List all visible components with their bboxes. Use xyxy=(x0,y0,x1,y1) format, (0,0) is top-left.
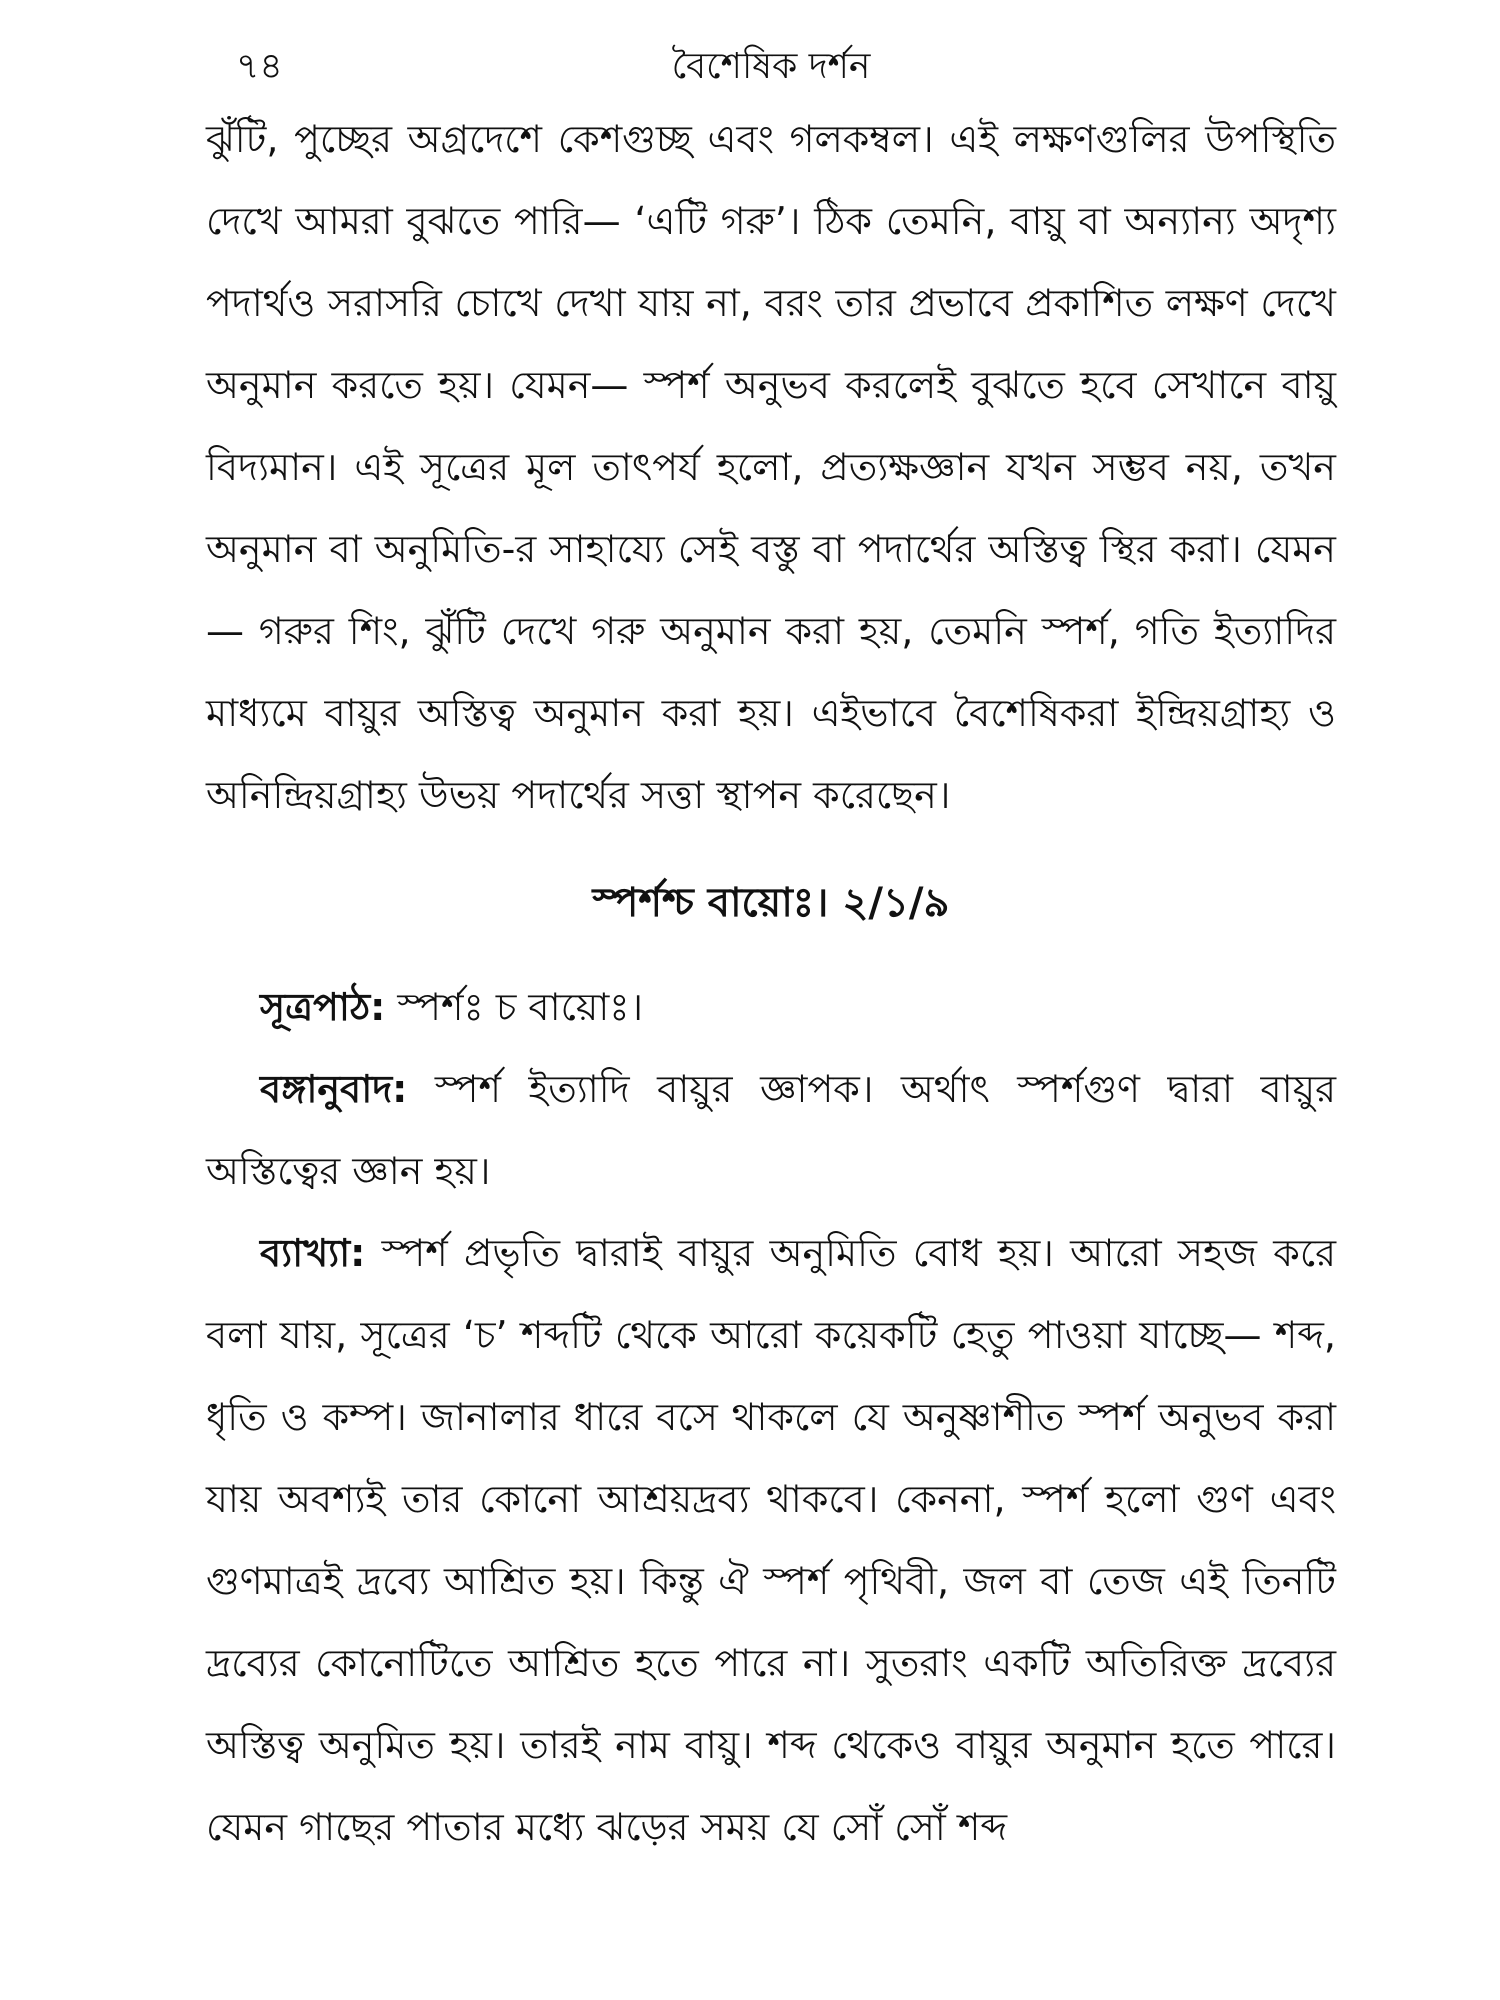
book-page xyxy=(206,36,1336,1976)
page-header xyxy=(206,36,1336,98)
sutra-heading: স্পর্শশ্চ বায়োঃ। ২/১/৯ xyxy=(592,880,950,926)
translation-paragraph xyxy=(206,1048,1336,1212)
explanation-label: ব্যাখ্যা: xyxy=(260,1231,366,1275)
page-number: ৭৪ xyxy=(236,46,283,87)
running-title: বৈশেষিক দর্শন xyxy=(671,46,871,87)
explanation-paragraph xyxy=(206,1212,1336,1868)
sutrapath-text: স্পর্শঃ চ বায়োঃ। xyxy=(385,985,644,1029)
sutrapath-paragraph xyxy=(206,966,1336,1048)
sutrapath-label: সূত্রপাঠ: xyxy=(260,985,386,1029)
intro-paragraph: ঝুঁটি, পুচ্ছের অগ্রদেশে কেশগুচ্ছ এবং গলকম্বল। এই লক্ষণগুলির উপস্থিতি দেখে আমরা বুঝতে পারি— ‘এটি গরু’। ঠিক তেমনি, বায়ু বা অন্যান্য অদৃশ্য পদার্থও সরাসরি চোখে দেখা যায় না, বরং তার প্রভাবে প্রকাশিত লক্ষণ দেখে অনুমান করতে হয়। যেমন— স্পর্শ অনুভব করলেই বুঝতে হবে সেখানে বায়ু বিদ্যমান। এই সূত্রের মূল তাৎপর্য হলো, প্রত্যক্ষজ্ঞান যখন সম্ভব নয়, তখন অনুমান বা অনুমিতি-র সাহায্যে সেই বস্তু বা পদার্থের অস্তিত্ব স্থির করা। যেমন— গরুর শিং, ঝুঁটি দেখে গরু অনুমান করা হয়, তেমনি স্পর্শ, গতি ইত্যাদির মাধ্যমে বায়ুর অস্তিত্ব অনুমান করা হয়। এইভাবে বৈশেষিকরা ইন্দ্রিয়গ্রাহ্য ও অনিন্দ্রিয়গ্রাহ্য উভয় পদার্থের সত্তা স্থাপন করেছেন। xyxy=(206,117,1336,817)
translation-text: স্পর্শ ইত্যাদি বায়ুর জ্ঞাপক। অর্থাৎ স্পর্শগুণ দ্বারা বায়ুর অস্তিত্বের জ্ঞান হয়। xyxy=(206,1067,1336,1193)
translation-label: বঙ্গানুবাদ: xyxy=(260,1067,408,1111)
explanation-text: স্পর্শ প্রভৃতি দ্বারাই বায়ুর অনুমিতি বোধ হয়। আরো সহজ করে বলা যায়, সূত্রের ‘চ’ শব্দটি থেকে আরো কয়েকটি হেতু পাওয়া যাচ্ছে— শব্দ, ধৃতি ও কম্প। জানালার ধারে বসে থাকলে যে অনুষ্ণাশীত স্পর্শ অনুভব করা যায় অবশ্যই তার কোনো আশ্রয়দ্রব্য থাকবে। কেননা, স্পর্শ হলো গুণ এবং গুণমাত্রই দ্রব্যে আশ্রিত হয়। কিন্তু ঐ স্পর্শ পৃথিবী, জল বা তেজ এই তিনটি দ্রব্যের কোনোটিতে আশ্রিত হতে পারে না। সুতরাং একটি অতিরিক্ত দ্রব্যের অস্তিত্ব অনুমিত হয়। তারই নাম বায়ু। শব্দ থেকেও বায়ুর অনুমান হতে পারে। যেমন গাছের পাতার মধ্যে ঝড়ের সময় যে সোঁ সোঁ শব্দ xyxy=(206,1231,1336,1849)
